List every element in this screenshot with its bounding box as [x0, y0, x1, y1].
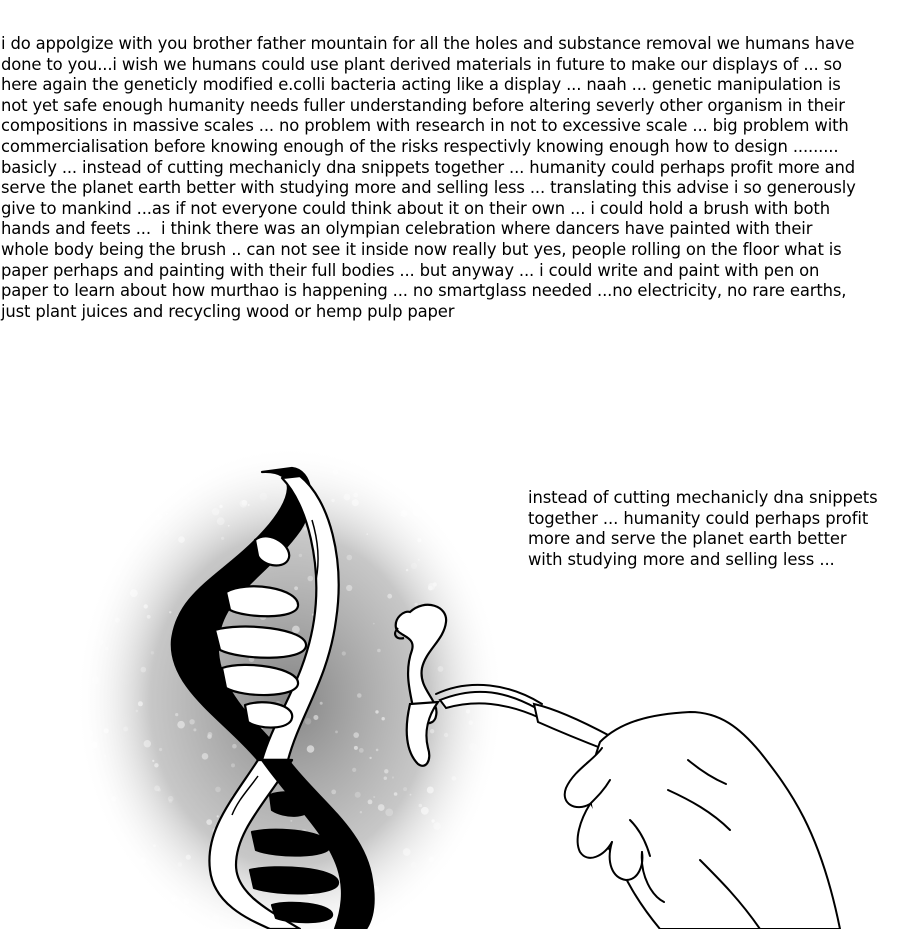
main-text-block [1, 34, 899, 322]
main-text-line: not yet safe enough humanity needs fuller understanding before altering severly other organism in their [1, 95, 845, 115]
main-text-line: done to you...i wish we humans could use plant derived materials in future to make our displays of ... so [1, 54, 842, 74]
main-text-line: paper to learn about how murthao is happening ... no smartglass needed ...no electricity, no rare earths, [1, 281, 847, 301]
main-text-line: paper perhaps and painting with their full bodies ... but anyway ... i could write and paint with pen on [1, 260, 820, 280]
main-text-line: basicly ... instead of cutting mechanicly dna snippets together ... humanity could perhaps profit more and [1, 157, 856, 177]
main-text-line: hands and feets ... i think there was an olympian celebration where dancers have painted with their [1, 219, 813, 239]
main-text-line: whole body being the brush .. can not see it inside now really but yes, people rolling on the floor what is [1, 239, 842, 259]
main-text-line: just plant juices and recycling wood or hemp pulp paper [1, 301, 455, 321]
main-text-line: give to mankind ...as if not everyone could think about it on their own ... i could hold a brush with both [1, 198, 830, 218]
hand-icon [565, 712, 840, 929]
main-text-line: here again the geneticly modified e.colli bacteria acting like a display ... naah ... genetic manipulation is [1, 75, 841, 95]
caption-text [528, 488, 900, 570]
main-text-line: serve the planet earth better with studying more and selling less ... translating this advise i so generously [1, 178, 856, 198]
main-text-line: i do appolgize with you brother father mountain for all the holes and substance removal we humans have [1, 34, 855, 53]
caption-line: more and serve the planet earth better [528, 529, 847, 549]
main-text-line: commercialisation before knowing enough of the risks respectivly knowing enough how to design ......... [1, 136, 839, 156]
caption-line: with studying more and selling less ... [528, 549, 835, 569]
main-text-line: compositions in massive scales ... no problem with research in not to excessive scale ... big problem with [1, 116, 849, 136]
caption-line: instead of cutting mechanicly dna snippets [528, 488, 878, 507]
caption-line: together ... humanity could perhaps profit [528, 508, 869, 528]
